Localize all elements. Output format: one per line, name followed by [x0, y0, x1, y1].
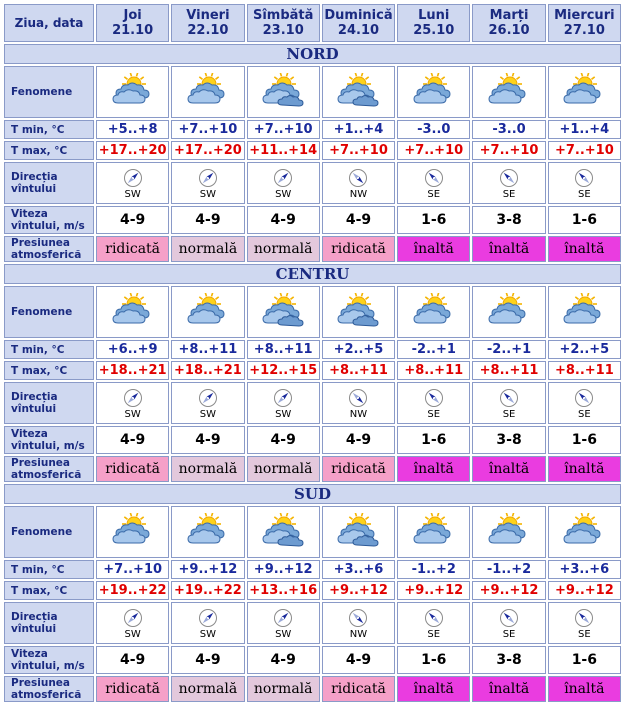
- fenomene-row: [4, 286, 621, 338]
- wind-direction-cell: [96, 162, 169, 204]
- tmin-value: +9..+12: [247, 560, 320, 579]
- wind-compass-icon: [424, 608, 444, 628]
- tmax-value: +9..+12: [548, 581, 621, 600]
- sun-cloud-rain-icon: [335, 293, 381, 327]
- wind-direction-label: SE: [427, 629, 441, 640]
- wind-direction-label: SW: [199, 189, 217, 200]
- wind-compass-icon: [574, 168, 594, 188]
- row-label-tmin: T min, °C: [4, 560, 94, 579]
- day-name: Sîmbătă: [252, 8, 314, 23]
- pressure-value: ridicată: [322, 236, 395, 262]
- pressure-row: [4, 676, 621, 702]
- day-header: [472, 4, 545, 42]
- wind-direction-cell: [548, 382, 621, 424]
- day-date: 24.10: [337, 23, 380, 38]
- wind-compass-icon: [273, 388, 293, 408]
- tmax-value: +9..+12: [322, 581, 395, 600]
- sun-cloud-icon: [486, 73, 532, 107]
- wind-direction-label: NW: [349, 409, 368, 420]
- region-title: SUD: [4, 484, 621, 504]
- wind-compass-icon: [198, 388, 218, 408]
- wind-compass-icon: [574, 608, 594, 628]
- wind-direction-cell: [247, 382, 320, 424]
- wind-direction-label: SE: [427, 189, 441, 200]
- weather-cell: [247, 286, 320, 338]
- region-title: NORD: [4, 44, 621, 64]
- tmax-value: +17..+20: [171, 141, 244, 160]
- tmin-value: -2..+1: [472, 340, 545, 359]
- pressure-value: înaltă: [548, 236, 621, 262]
- pressure-value: normală: [247, 456, 320, 482]
- tmin-value: +8..+11: [247, 340, 320, 359]
- pressure-value: ridicată: [322, 456, 395, 482]
- tmax-value: +19..+22: [96, 581, 169, 600]
- region-title-row: [4, 264, 621, 284]
- sun-cloud-icon: [486, 293, 532, 327]
- pressure-value: ridicată: [96, 676, 169, 702]
- pressure-value: normală: [247, 676, 320, 702]
- pressure-value: normală: [171, 676, 244, 702]
- wind-speed-value: 3-8: [472, 206, 545, 234]
- sun-cloud-icon: [486, 513, 532, 547]
- wind-direction-label: SW: [199, 629, 217, 640]
- sun-cloud-rain-icon: [260, 513, 306, 547]
- row-label-fenomene: Fenomene: [4, 66, 94, 118]
- row-label-tmax: T max, °C: [4, 361, 94, 380]
- wind-speed-value: 4-9: [171, 646, 244, 674]
- pressure-value: ridicată: [96, 456, 169, 482]
- wind-direction-label: SE: [502, 189, 516, 200]
- wind-direction-cell: [397, 602, 470, 644]
- tmax-value: +7..+10: [472, 141, 545, 160]
- tmin-value: +3..+6: [548, 560, 621, 579]
- tmin-value: +9..+12: [171, 560, 244, 579]
- row-label-tmax: T max, °C: [4, 581, 94, 600]
- wind-compass-icon: [348, 168, 368, 188]
- tmax-value: +12..+15: [247, 361, 320, 380]
- wind-direction-label: SW: [199, 409, 217, 420]
- sun-cloud-icon: [110, 73, 156, 107]
- wind-direction-cell: [247, 162, 320, 204]
- tmin-value: -3..0: [397, 120, 470, 139]
- tmax-row: [4, 361, 621, 380]
- wind-direction-cell: [322, 382, 395, 424]
- sun-cloud-icon: [561, 73, 607, 107]
- wind-direction-cell: [247, 602, 320, 644]
- wind-speed-value: 4-9: [96, 426, 169, 454]
- wind-direction-cell: [96, 382, 169, 424]
- day-name: Joi: [123, 8, 142, 23]
- weather-cell: [96, 286, 169, 338]
- tmin-value: +2..+5: [548, 340, 621, 359]
- tmax-value: +18..+21: [171, 361, 244, 380]
- wind-compass-icon: [123, 388, 143, 408]
- day-date: 22.10: [187, 23, 229, 38]
- row-label-viteza: Viteza vîntului, m/s: [4, 646, 94, 674]
- sun-cloud-icon: [110, 513, 156, 547]
- day-date: 25.10: [413, 23, 455, 38]
- pressure-value: normală: [171, 236, 244, 262]
- wind-compass-icon: [499, 608, 519, 628]
- sun-cloud-rain-icon: [260, 73, 306, 107]
- wind-direction-cell: [548, 602, 621, 644]
- pressure-value: ridicată: [96, 236, 169, 262]
- weather-cell: [472, 506, 545, 558]
- pressure-value: ridicată: [322, 676, 395, 702]
- tmax-value: +17..+20: [96, 141, 169, 160]
- weather-cell: [247, 66, 320, 118]
- tmin-value: +8..+11: [171, 340, 244, 359]
- tmax-value: +9..+12: [397, 581, 470, 600]
- wind-direction-label: SE: [502, 409, 516, 420]
- day-header: [397, 4, 470, 42]
- wind-direction-cell: [96, 602, 169, 644]
- tmin-value: +7..+10: [247, 120, 320, 139]
- wind-direction-row: [4, 382, 621, 424]
- day-date: 26.10: [488, 23, 530, 38]
- row-label-fenomene: Fenomene: [4, 286, 94, 338]
- tmax-value: +7..+10: [548, 141, 621, 160]
- tmin-value: +1..+4: [322, 120, 395, 139]
- day-date: 21.10: [112, 23, 154, 38]
- pressure-value: înaltă: [472, 456, 545, 482]
- wind-direction-cell: [322, 162, 395, 204]
- day-date: 27.10: [563, 23, 605, 38]
- pressure-value: înaltă: [397, 456, 470, 482]
- sun-cloud-icon: [185, 293, 231, 327]
- weather-cell: [96, 506, 169, 558]
- tmin-row: [4, 120, 621, 139]
- day-name: Luni: [418, 8, 450, 23]
- wind-compass-icon: [499, 168, 519, 188]
- sun-cloud-rain-icon: [335, 73, 381, 107]
- wind-speed-value: 3-8: [472, 646, 545, 674]
- wind-compass-icon: [273, 608, 293, 628]
- tmax-value: +8..+11: [322, 361, 395, 380]
- wind-speed-value: 4-9: [171, 426, 244, 454]
- tmin-row: [4, 560, 621, 579]
- wind-direction-label: SE: [578, 409, 591, 420]
- wind-speed-value: 4-9: [322, 206, 395, 234]
- row-label-viteza: Viteza vîntului, m/s: [4, 426, 94, 454]
- tmin-value: -2..+1: [397, 340, 470, 359]
- forecast-table: [2, 2, 623, 704]
- day-header: [548, 4, 621, 42]
- row-label-presiunea: Presiunea atmosferică: [4, 676, 94, 702]
- sun-cloud-icon: [561, 513, 607, 547]
- wind-compass-icon: [123, 608, 143, 628]
- weather-cell: [171, 286, 244, 338]
- header-label: Ziua, data: [4, 4, 94, 42]
- fenomene-row: [4, 66, 621, 118]
- day-name: Miercuri: [554, 8, 615, 23]
- wind-direction-cell: [171, 602, 244, 644]
- tmin-value: +2..+5: [322, 340, 395, 359]
- weather-cell: [472, 286, 545, 338]
- wind-direction-label: SE: [578, 629, 591, 640]
- wind-direction-cell: [472, 162, 545, 204]
- wind-speed-value: 4-9: [171, 206, 244, 234]
- wind-speed-value: 3-8: [472, 426, 545, 454]
- weather-cell: [397, 66, 470, 118]
- wind-direction-label: SW: [275, 629, 292, 640]
- wind-direction-cell: [397, 162, 470, 204]
- fenomene-row: [4, 506, 621, 558]
- tmin-row: [4, 340, 621, 359]
- sun-cloud-rain-icon: [335, 513, 381, 547]
- day-name: Duminică: [324, 8, 393, 23]
- wind-direction-label: SW: [275, 409, 292, 420]
- wind-compass-icon: [348, 388, 368, 408]
- tmin-value: +1..+4: [548, 120, 621, 139]
- wind-speed-value: 1-6: [397, 206, 470, 234]
- pressure-value: normală: [247, 236, 320, 262]
- day-header: [171, 4, 244, 42]
- row-label-tmax: T max, °C: [4, 141, 94, 160]
- wind-compass-icon: [123, 168, 143, 188]
- sun-cloud-icon: [561, 293, 607, 327]
- row-label-presiunea: Presiunea atmosferică: [4, 456, 94, 482]
- wind-compass-icon: [198, 608, 218, 628]
- tmin-value: +7..+10: [171, 120, 244, 139]
- region-title-row: [4, 44, 621, 64]
- tmax-row: [4, 141, 621, 160]
- wind-speed-value: 4-9: [96, 646, 169, 674]
- wind-direction-cell: [548, 162, 621, 204]
- wind-speed-value: 4-9: [247, 646, 320, 674]
- wind-compass-icon: [424, 388, 444, 408]
- tmin-value: +5..+8: [96, 120, 169, 139]
- weather-cell: [397, 506, 470, 558]
- day-header: [247, 4, 320, 42]
- wind-direction-label: SE: [427, 409, 441, 420]
- weather-cell: [171, 506, 244, 558]
- wind-speed-row: [4, 646, 621, 674]
- tmax-value: +8..+11: [472, 361, 545, 380]
- region-title: CENTRU: [4, 264, 621, 284]
- sun-cloud-icon: [185, 73, 231, 107]
- wind-compass-icon: [499, 388, 519, 408]
- tmin-value: -1..+2: [397, 560, 470, 579]
- wind-compass-icon: [348, 608, 368, 628]
- pressure-value: înaltă: [548, 456, 621, 482]
- sun-cloud-icon: [411, 513, 457, 547]
- wind-speed-value: 4-9: [247, 426, 320, 454]
- pressure-value: înaltă: [472, 676, 545, 702]
- pressure-value: înaltă: [472, 236, 545, 262]
- tmax-value: +19..+22: [171, 581, 244, 600]
- day-name: Marți: [489, 8, 529, 23]
- header-row: [4, 4, 621, 42]
- row-label-tmin: T min, °C: [4, 120, 94, 139]
- tmax-value: +11..+14: [247, 141, 320, 160]
- sun-cloud-icon: [110, 293, 156, 327]
- wind-direction-cell: [171, 162, 244, 204]
- row-label-tmin: T min, °C: [4, 340, 94, 359]
- wind-speed-row: [4, 206, 621, 234]
- weather-cell: [247, 506, 320, 558]
- tmax-value: +18..+21: [96, 361, 169, 380]
- wind-compass-icon: [424, 168, 444, 188]
- weather-cell: [96, 66, 169, 118]
- tmin-value: +6..+9: [96, 340, 169, 359]
- tmin-value: +7..+10: [96, 560, 169, 579]
- weather-cell: [548, 66, 621, 118]
- sun-cloud-icon: [411, 293, 457, 327]
- wind-direction-row: [4, 602, 621, 644]
- wind-direction-label: NW: [349, 629, 368, 640]
- pressure-value: înaltă: [397, 676, 470, 702]
- wind-speed-value: 4-9: [247, 206, 320, 234]
- tmax-value: +8..+11: [548, 361, 621, 380]
- weather-cell: [322, 66, 395, 118]
- wind-speed-value: 1-6: [548, 206, 621, 234]
- wind-direction-label: NW: [349, 189, 368, 200]
- tmin-value: -1..+2: [472, 560, 545, 579]
- wind-direction-label: SW: [275, 189, 292, 200]
- pressure-value: înaltă: [548, 676, 621, 702]
- wind-direction-label: SW: [124, 189, 141, 200]
- wind-speed-value: 4-9: [322, 646, 395, 674]
- wind-direction-label: SE: [578, 189, 591, 200]
- wind-direction-cell: [322, 602, 395, 644]
- wind-compass-icon: [198, 168, 218, 188]
- wind-speed-row: [4, 426, 621, 454]
- wind-direction-cell: [472, 602, 545, 644]
- weather-cell: [472, 66, 545, 118]
- row-label-viteza: Viteza vîntului, m/s: [4, 206, 94, 234]
- sun-cloud-icon: [411, 73, 457, 107]
- row-label-fenomene: Fenomene: [4, 506, 94, 558]
- wind-direction-label: SW: [124, 629, 141, 640]
- tmin-value: +3..+6: [322, 560, 395, 579]
- tmin-value: -3..0: [472, 120, 545, 139]
- pressure-value: normală: [171, 456, 244, 482]
- tmax-value: +7..+10: [322, 141, 395, 160]
- weather-cell: [548, 286, 621, 338]
- weather-cell: [322, 506, 395, 558]
- wind-speed-value: 4-9: [322, 426, 395, 454]
- pressure-row: [4, 456, 621, 482]
- wind-compass-icon: [574, 388, 594, 408]
- row-label-directia: Direcția vîntului: [4, 382, 94, 424]
- wind-direction-cell: [171, 382, 244, 424]
- wind-direction-cell: [397, 382, 470, 424]
- tmax-value: +8..+11: [397, 361, 470, 380]
- weather-cell: [548, 506, 621, 558]
- wind-direction-label: SE: [502, 629, 516, 640]
- wind-speed-value: 1-6: [397, 426, 470, 454]
- sun-cloud-rain-icon: [260, 293, 306, 327]
- tmax-row: [4, 581, 621, 600]
- day-header: [96, 4, 169, 42]
- row-label-directia: Direcția vîntului: [4, 602, 94, 644]
- weather-cell: [322, 286, 395, 338]
- day-header: [322, 4, 395, 42]
- wind-speed-value: 1-6: [548, 646, 621, 674]
- pressure-row: [4, 236, 621, 262]
- tmax-value: +13..+16: [247, 581, 320, 600]
- wind-direction-cell: [472, 382, 545, 424]
- weather-cell: [397, 286, 470, 338]
- wind-speed-value: 4-9: [96, 206, 169, 234]
- wind-direction-label: SW: [124, 409, 141, 420]
- wind-compass-icon: [273, 168, 293, 188]
- row-label-presiunea: Presiunea atmosferică: [4, 236, 94, 262]
- day-date: 23.10: [262, 23, 304, 38]
- sun-cloud-icon: [185, 513, 231, 547]
- row-label-directia: Direcția vîntului: [4, 162, 94, 204]
- weather-cell: [171, 66, 244, 118]
- tmax-value: +7..+10: [397, 141, 470, 160]
- wind-speed-value: 1-6: [548, 426, 621, 454]
- wind-speed-value: 1-6: [397, 646, 470, 674]
- day-name: Vineri: [186, 8, 230, 23]
- tmax-value: +9..+12: [472, 581, 545, 600]
- pressure-value: înaltă: [397, 236, 470, 262]
- wind-direction-row: [4, 162, 621, 204]
- region-title-row: [4, 484, 621, 504]
